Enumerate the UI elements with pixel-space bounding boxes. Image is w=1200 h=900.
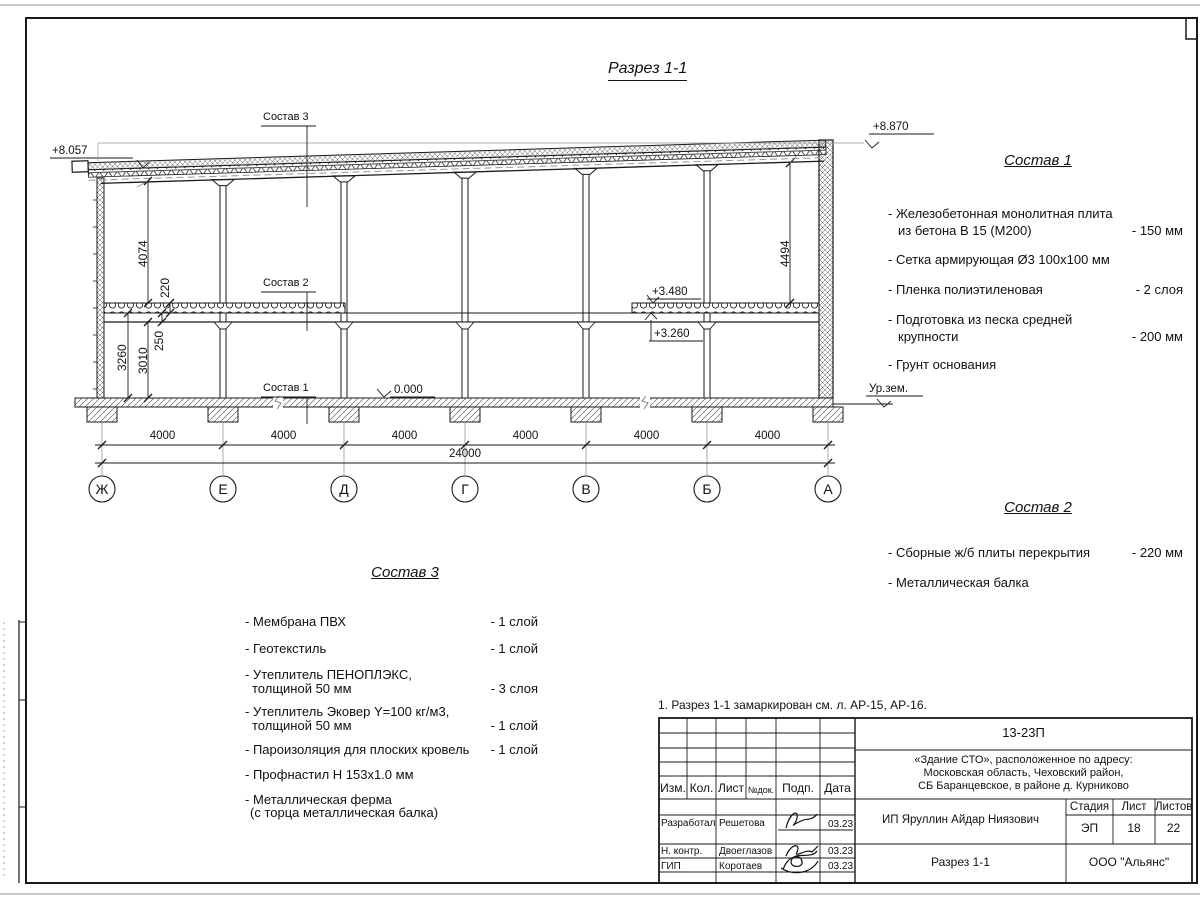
- dim-bay-label: 4000: [149, 430, 176, 442]
- sostav-item-line: - Утеплитель ПЕНОПЛЭКС,: [245, 667, 412, 682]
- titleblock-row-name: Решетова: [719, 818, 765, 829]
- signature-marks: [781, 813, 818, 873]
- sostav-item-line: - Профнастил Н 153х1.0 мм: [245, 767, 414, 782]
- callout-sostav2: Состав 2: [263, 277, 309, 289]
- elevation-slab-bottom: +3.260: [654, 328, 690, 340]
- sostav-item-line: - Пароизоляция для плоских кровель: [245, 742, 470, 757]
- titleblock-row-role: Разработал: [661, 818, 716, 829]
- sostav-item-line: - Сетка армирующая Ø3 100х100 мм: [888, 252, 1110, 267]
- titleblock-row-date: 03.23: [828, 819, 854, 830]
- dim-floor-to-slab: 3260: [115, 344, 129, 371]
- titleblock-sheets-label: Листов: [1155, 801, 1193, 813]
- titleblock-client: ИП Яруллин Айдар Ниязович: [882, 814, 1039, 826]
- titleblock-sheet-name: Разрез 1-1: [931, 855, 990, 869]
- sostav-item-line: толщиной 50 мм: [252, 718, 352, 733]
- sostav-item-value: - 150 мм: [1131, 223, 1183, 238]
- titleblock-col-izm: Изм.: [660, 781, 686, 795]
- sostav-item-value: - 3 слоя: [490, 681, 538, 696]
- note-text: 1. Разрез 1-1 замаркирован см. л. АР-15, АР-16.: [658, 698, 927, 712]
- titleblock-col-list: Лист: [717, 781, 745, 795]
- sostav-item-value: - 1 слой: [490, 614, 538, 629]
- sostav-item-line: из бетона В 15 (М200): [898, 223, 1032, 238]
- titleblock-row-date: 03.23: [828, 846, 854, 857]
- sostav-item-value: - 200 мм: [1131, 329, 1183, 344]
- axis-label: Ж: [95, 481, 109, 497]
- titleblock-org: ООО "Альянс": [1088, 855, 1170, 869]
- titleblock-sheet-value: 18: [1127, 821, 1141, 835]
- dim-bay-label: 4000: [633, 430, 660, 442]
- sostav2-heading: Состав 2: [1004, 499, 1072, 516]
- titleblock-col-podp: Подп.: [782, 781, 814, 795]
- sostav-item-line: - Подготовка из песка средней: [888, 312, 1073, 327]
- sostav-item-line: крупности: [898, 329, 959, 344]
- axis-label: Е: [218, 481, 228, 497]
- titleblock-object-line: СБ Баранцевское, в районе д. Курниково: [918, 780, 1129, 792]
- sostav-item-line: - Сборные ж/б плиты перекрытия: [888, 545, 1091, 560]
- callout-sostav3: Состав 3: [263, 111, 309, 123]
- elevation-roof-left: +8.057: [52, 145, 88, 157]
- elevation-slab-top: +3.480: [652, 286, 688, 298]
- sostav-item-line: - Геотекстиль: [245, 641, 327, 656]
- dim-bay-label: 4000: [391, 430, 418, 442]
- sostav-item-line: - Мембрана ПВХ: [245, 614, 346, 629]
- dim-bay-label: 4000: [754, 430, 781, 442]
- axis-label: Б: [702, 481, 712, 497]
- titleblock-stage-value: ЭП: [1080, 821, 1099, 835]
- titleblock-row-role: Н. контр.: [661, 846, 703, 857]
- elevation-ground: Ур.зем.: [869, 383, 909, 395]
- dim-roof-height-left: 4074: [136, 240, 150, 267]
- sostav-item-value: - 1 слой: [490, 718, 538, 733]
- titleblock-doc-code: 13-23П: [1002, 725, 1045, 740]
- titleblock-object-line: «Здание СТО», расположенное по адресу:: [914, 754, 1133, 766]
- sostav-item-line: - Металлическая ферма: [245, 792, 392, 807]
- sostav-item-value: - 1 слой: [490, 742, 538, 757]
- elevation-floor: 0.000: [394, 384, 423, 396]
- dim-slab-thickness: 220: [158, 277, 172, 298]
- titleblock-row-name: Коротаев: [719, 861, 763, 872]
- sostav-item-line: - Пленка полиэтиленовая: [888, 282, 1043, 297]
- titleblock-stage-label: Стадия: [1069, 801, 1110, 813]
- axis-label: А: [823, 481, 833, 497]
- sostav-item-line: (с торца металлическая балка): [250, 805, 439, 820]
- sostav-item-line: - Утеплитель Эковер Y=100 кг/м3,: [245, 704, 450, 719]
- titleblock-object-line: Московская область, Чеховский район,: [923, 767, 1124, 779]
- dim-bay-label: 4000: [512, 430, 539, 442]
- dim-floor-clear: 3010: [136, 347, 150, 374]
- sostav-item-line: толщиной 50 мм: [252, 681, 352, 696]
- titleblock-row-role: ГИП: [661, 861, 681, 872]
- elevation-parapet-right: +8.870: [873, 121, 909, 133]
- callout-sostav1: Состав 1: [263, 382, 309, 394]
- titleblock-sheets-value: 22: [1166, 821, 1181, 835]
- dim-bay-label: 4000: [270, 430, 297, 442]
- sostav-item-line: - Железобетонная монолитная плита: [888, 206, 1113, 221]
- sostav-item-value: - 220 мм: [1131, 545, 1183, 560]
- axis-label: Г: [461, 481, 469, 497]
- sostav-item-value: - 2 слоя: [1135, 282, 1183, 297]
- titleblock-sheet-label: Лист: [1121, 801, 1147, 813]
- axis-label: В: [581, 481, 591, 497]
- page-title: Разрез 1-1: [608, 60, 687, 81]
- dim-total-label: 24000: [449, 448, 481, 460]
- titleblock-col-ndok: №док.: [747, 785, 775, 795]
- sostav3-heading: Состав 3: [371, 564, 439, 581]
- sostav-item-value: - 1 слой: [490, 641, 538, 656]
- axis-label: Д: [339, 481, 349, 497]
- titleblock-row-name: Двоеглазов: [719, 846, 773, 857]
- sostav-item-line: - Грунт основания: [888, 357, 997, 372]
- sostav-item-line: - Металлическая балка: [888, 575, 1029, 590]
- titleblock-col-kol: Кол.: [689, 781, 714, 795]
- dim-beam-height: 250: [152, 330, 166, 351]
- dim-roof-height-right: 4494: [778, 240, 792, 267]
- sostav1-heading: Состав 1: [1004, 152, 1072, 169]
- titleblock-row-date: 03.23: [828, 861, 854, 872]
- titleblock-col-data: Дата: [824, 781, 851, 795]
